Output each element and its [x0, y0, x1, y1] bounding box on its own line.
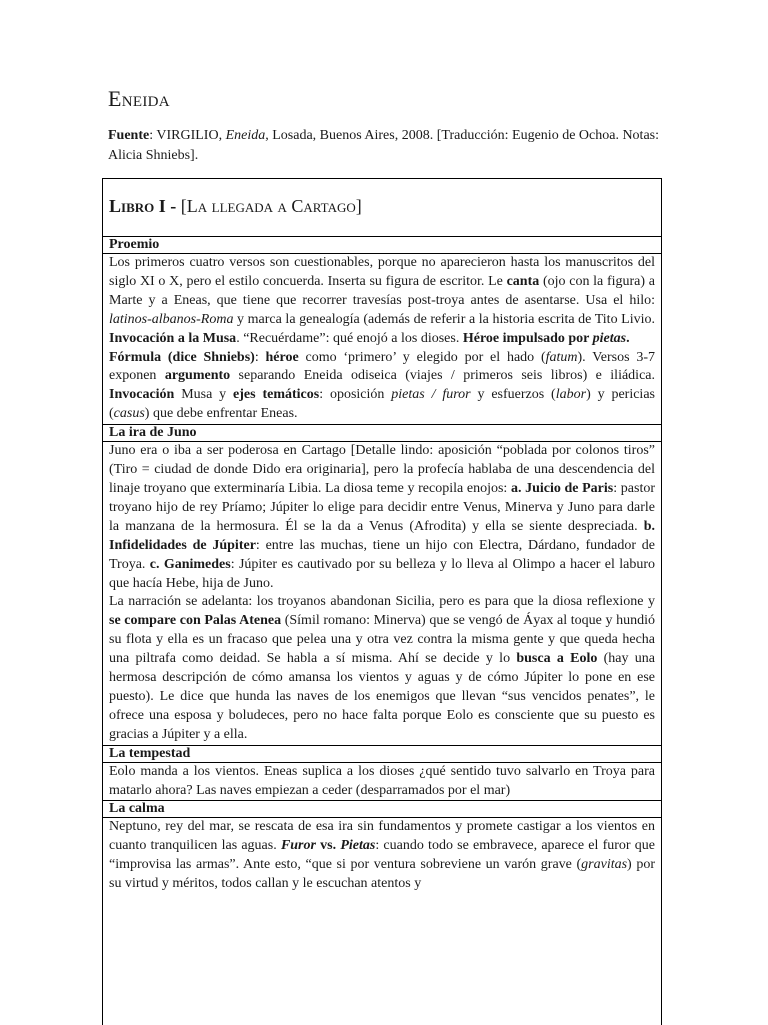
text-run: Fórmula (dice Shniebs): [109, 349, 255, 365]
text-run: Eolo manda a los vientos. Eneas suplica a los dioses ¿qué sentido tuvo salvarlo en Troya para matarlo ahora? Las naves empiezan a ceder (desparramados por el mar): [109, 763, 655, 798]
text-run: Invocación: [109, 387, 175, 403]
source-author: : VIRGILIO,: [149, 128, 226, 143]
paragraph: [109, 349, 655, 425]
text-run: separando Eneida odiseica (viajes / primeros seis libros) e iliádica.: [230, 368, 655, 384]
text-run: Los primeros cuatro versos son cuestionables, porque no aparecieron hasta los manuscritos del siglo XI o X, pero el estilo concuerda. Inserta su figura de escritor. Le: [109, 255, 655, 289]
text-run: ). Versos 3-7 exponen: [109, 349, 656, 384]
text-run: gravitas: [581, 857, 628, 873]
text-run: argumento: [164, 368, 231, 384]
text-run: y marca la genealogía (además de referir a la historia escrita de Tito Livio.: [233, 311, 655, 327]
text-run: (Símil romano: Minerva) que se vengó de Áyax al toque y hundió su flota y ella es un fracaso que pelea una y otra vez contra la misma gente y que queda hecha una piltrafa como deidad. Se habla a sí misma. Ahí se decide y lo: [109, 613, 655, 667]
text-run: Furor: [280, 838, 316, 854]
section-title-juno: La ira de Juno: [103, 425, 661, 442]
source-label: Fuente: [108, 128, 150, 143]
book-subtitle: [La llegada a Cartago]: [180, 196, 362, 216]
text-run: : Júpiter es cautivado por su belleza y lo lleva al Olimpo a hacer el laburo que hacía Hebe, hija de Juno.: [109, 556, 656, 591]
text-run: Pietas: [340, 838, 376, 854]
text-run: (hay una hermosa descripción de cómo amansa los vientos y aguas y de cómo Júpiter lo pone en ese puesto). Le dice que hunda las naves de los enemigos que llevan “sus vencidos penates”, le ofrece una esposa y boludeces, pero no hace falta porque Eolo es consciente que su puesto es gracias a Júpiter y a ella.: [109, 651, 656, 742]
text-run: vs.: [315, 838, 341, 854]
text-run: La narración se adelanta: los troyanos abandonan Sicilia, pero es para que la diosa reflexione y: [109, 594, 655, 610]
section-title-proemio: Proemio: [103, 237, 661, 254]
text-run: Juno era o iba a ser poderosa en Cartago [Detalle lindo: aposición “poblada por colonos tiros” (Tiro = ciudad de donde Dido era originaria], pero la profecía hablaba de una descendencia del linaje troyano que exterminaría Libia. La diosa teme y recopila enojos:: [109, 443, 655, 496]
section-body-proemio: [103, 254, 661, 425]
section-title-calma: La calma: [103, 801, 661, 818]
text-run: : cuando todo se embravece, aparece el furor que “improvisa las armas”. Ante esto, “que si por ventura sobreviene un varón grave (: [109, 838, 655, 873]
text-run: .: [626, 330, 630, 346]
text-run: y esfuerzos (: [470, 387, 556, 403]
document-title: Eneida: [108, 86, 170, 111]
text-run: pietas: [592, 330, 627, 346]
text-run: fatum: [545, 349, 578, 365]
section-body-juno: [103, 442, 661, 746]
text-run: : pastor troyano hijo de rey Príamo; Júpiter lo elige para decidir entre Venus, Minerva y Juno para darle la manzana de la hermosura. Él se la da a Venus (Afrodita) y ella se siente despreciada.: [109, 480, 655, 534]
text-run: se compare con Palas Atenea: [109, 613, 282, 629]
text-run: : oposición: [319, 387, 392, 403]
source-details: , Losada, Buenos Aires, 2008. [Traducción: Eugenio de Ochoa. Notas: Alicia Shniebs].: [108, 128, 660, 163]
text-run: Héroe impulsado por: [462, 330, 593, 346]
text-run: Musa y: [174, 387, 234, 403]
paragraph: [109, 254, 655, 349]
book-heading: [103, 179, 661, 237]
text-run: : entre las muchas, tiene un hijo con Electra, Dárdano, fundador de Troya.: [109, 537, 655, 572]
text-run: Invocación a la Musa: [109, 330, 237, 346]
source-line: [108, 126, 659, 166]
text-run: a. Juicio de Paris: [510, 480, 614, 496]
paragraph: [109, 763, 655, 801]
section-title-tempestad: La tempestad: [103, 746, 661, 763]
text-run: b. Infidelidades de Júpiter: [109, 518, 655, 553]
paragraph: [109, 593, 655, 744]
text-run: latinos-albanos-Roma: [109, 311, 234, 327]
paragraph: [109, 442, 655, 593]
text-run: como ‘primero’ y elegido por el hado (: [298, 349, 546, 365]
text-run: héroe: [265, 349, 299, 365]
source-work: Eneida: [225, 128, 266, 143]
text-run: casus: [113, 406, 145, 422]
text-run: canta: [506, 273, 540, 289]
text-run: ) que debe enfrentar Eneas.: [144, 406, 298, 422]
text-run: ejes temáticos: [233, 387, 320, 403]
text-run: :: [254, 349, 266, 365]
section-body-tempestad: [103, 763, 661, 802]
text-run: . “Recuérdame”: qué enojó a los dioses.: [236, 330, 463, 346]
text-run: pietas / furor: [391, 387, 471, 403]
text-run: ) y pericias (: [109, 387, 655, 422]
text-run: c. Ganimedes: [149, 556, 231, 572]
notes-table: [102, 178, 662, 1025]
text-run: labor: [555, 387, 587, 403]
text-run: busca a Eolo: [516, 651, 598, 667]
text-run: (ojo con la figura) a Marte y a Eneas, que tiene que recorrer travesías post-troya antes de asentarse. Usa el hilo:: [109, 273, 655, 308]
paragraph: [109, 818, 655, 894]
section-body-calma: [103, 818, 661, 894]
text-run: Neptuno, rey del mar, se rescata de esa ira sin fundamentos y promete castigar a los vientos en cuanto tranquilicen las aguas.: [109, 819, 655, 854]
book-label: Libro I -: [109, 196, 181, 216]
text-run: ) por su virtud y méritos, todos callan y le escuchan atentos y: [109, 857, 655, 892]
